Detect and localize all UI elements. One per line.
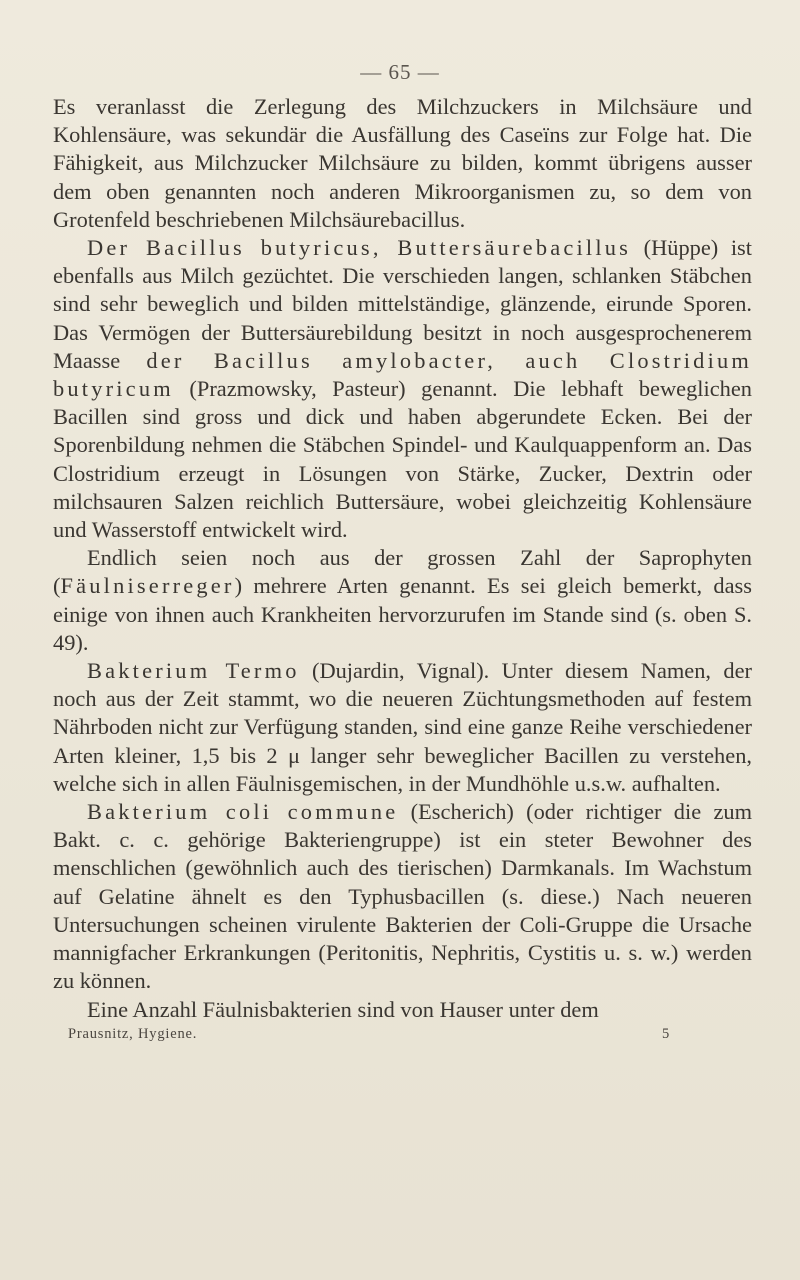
paragraph-buttersaeure bbox=[53, 234, 752, 544]
paragraph-text: (Dujardin, Vignal). Unter diesem Namen, der noch aus der Zeit stammt, wo die neueren Züchtungsmethoden auf festem Nährboden nicht zur Verfügung standen, sind eine ganze Reihe verschiedener Arten kleiner, 1,5 bis 2 μ langer sehr beweglicher Bacillen zu verstehen, welche sich in allen Fäulnisgemischen, in der Mundhöhle u.s.w. aufhalten. bbox=[53, 658, 752, 796]
paragraph-faeulnis bbox=[53, 996, 752, 1024]
paragraph-milchsaeure bbox=[53, 93, 752, 234]
paragraph-text: (Hüppe) ist ebenfalls aus Milch gezüchtet. Die verschieden langen, schlanken Stäbchen sind sehr beweglich und bilden mittelständige, glänzende, eirunde Sporen. Das Vermögen der Buttersäurebildung besitzt in noch ausgesprochenerem Maasse bbox=[53, 235, 752, 373]
paragraph-termo bbox=[53, 657, 752, 798]
species-term: Bakterium Termo bbox=[87, 658, 300, 684]
paragraph-saprophyten bbox=[53, 544, 752, 657]
paragraph-coli bbox=[53, 798, 752, 995]
body-text bbox=[53, 93, 752, 1024]
species-term: der Bacillus amylobacter, auch Clostridium butyricum bbox=[53, 347, 752, 402]
species-term: Bakterium coli commune bbox=[87, 799, 399, 825]
running-title: Prausnitz, Hygiene. bbox=[68, 1026, 198, 1042]
species-term: Fäulniserreger bbox=[60, 573, 235, 599]
paragraph-text: Es veranlasst die Zerlegung des Milchzuckers in Milchsäure und Kohlensäure, was sekundär die Ausfällung des Caseïns zur Folge hat. Die Fähigkeit, aus Milchzucker Milchsäure zu bilden, kommt übrigens ausser dem oben genannten noch anderen Mikroorganismen zu, so dem von Grotenfeld beschriebenen Milchsäurebacillus. bbox=[53, 94, 752, 232]
paragraph-text: (Prazmowsky, Pasteur) genannt. Die lebhaft beweglichen Bacillen sind gross und dick und haben abgerundete Ecken. Bei der Sporenbildung nehmen die Stäbchen Spindel- und Kaulquappenform an. Das Clostridium erzeugt in Lösungen von Stärke, Zucker, Dextrin oder milchsauren Salzen reichlich Buttersäure, wobei gleichzeitig Kohlensäure und Wasserstoff entwickelt wird. bbox=[53, 376, 752, 543]
species-term: Der Bacillus butyricus, Buttersäurebacillus bbox=[87, 235, 632, 261]
paragraph-text: (Escherich) (oder richtiger die zum Bakt. c. c. gehörige Bakteriengruppe) ist ein steter Bewohner des menschlichen (gewöhnlich auch des tierischen) Darmkanals. Im Wachstum auf Gelatine ähnelt es den Typhusbacillen (s. diese.) Nach neueren Untersuchungen scheinen virulente Bakterien der Coli-Gruppe die Ursache mannigfacher Erkrankungen (Peritonitis, Nephritis, Cystitis u. s. w.) werden zu können. bbox=[53, 799, 752, 994]
page-footer bbox=[68, 1026, 708, 1043]
paragraph-text: Endlich seien noch aus der grossen Zahl der Saprophyten ( bbox=[53, 545, 752, 599]
page-number: — 65 — bbox=[360, 60, 440, 84]
signature-mark: 5 bbox=[662, 1026, 671, 1042]
paragraph-text: ) mehrere Arten genannt. Es sei gleich bemerkt, dass einige von ihnen auch Krankheiten hervorzurufen im Stande sind (s. oben S. 49). bbox=[53, 573, 752, 655]
paragraph-text: Eine Anzahl Fäulnisbakterien sind von Hauser unter dem bbox=[87, 996, 599, 1022]
